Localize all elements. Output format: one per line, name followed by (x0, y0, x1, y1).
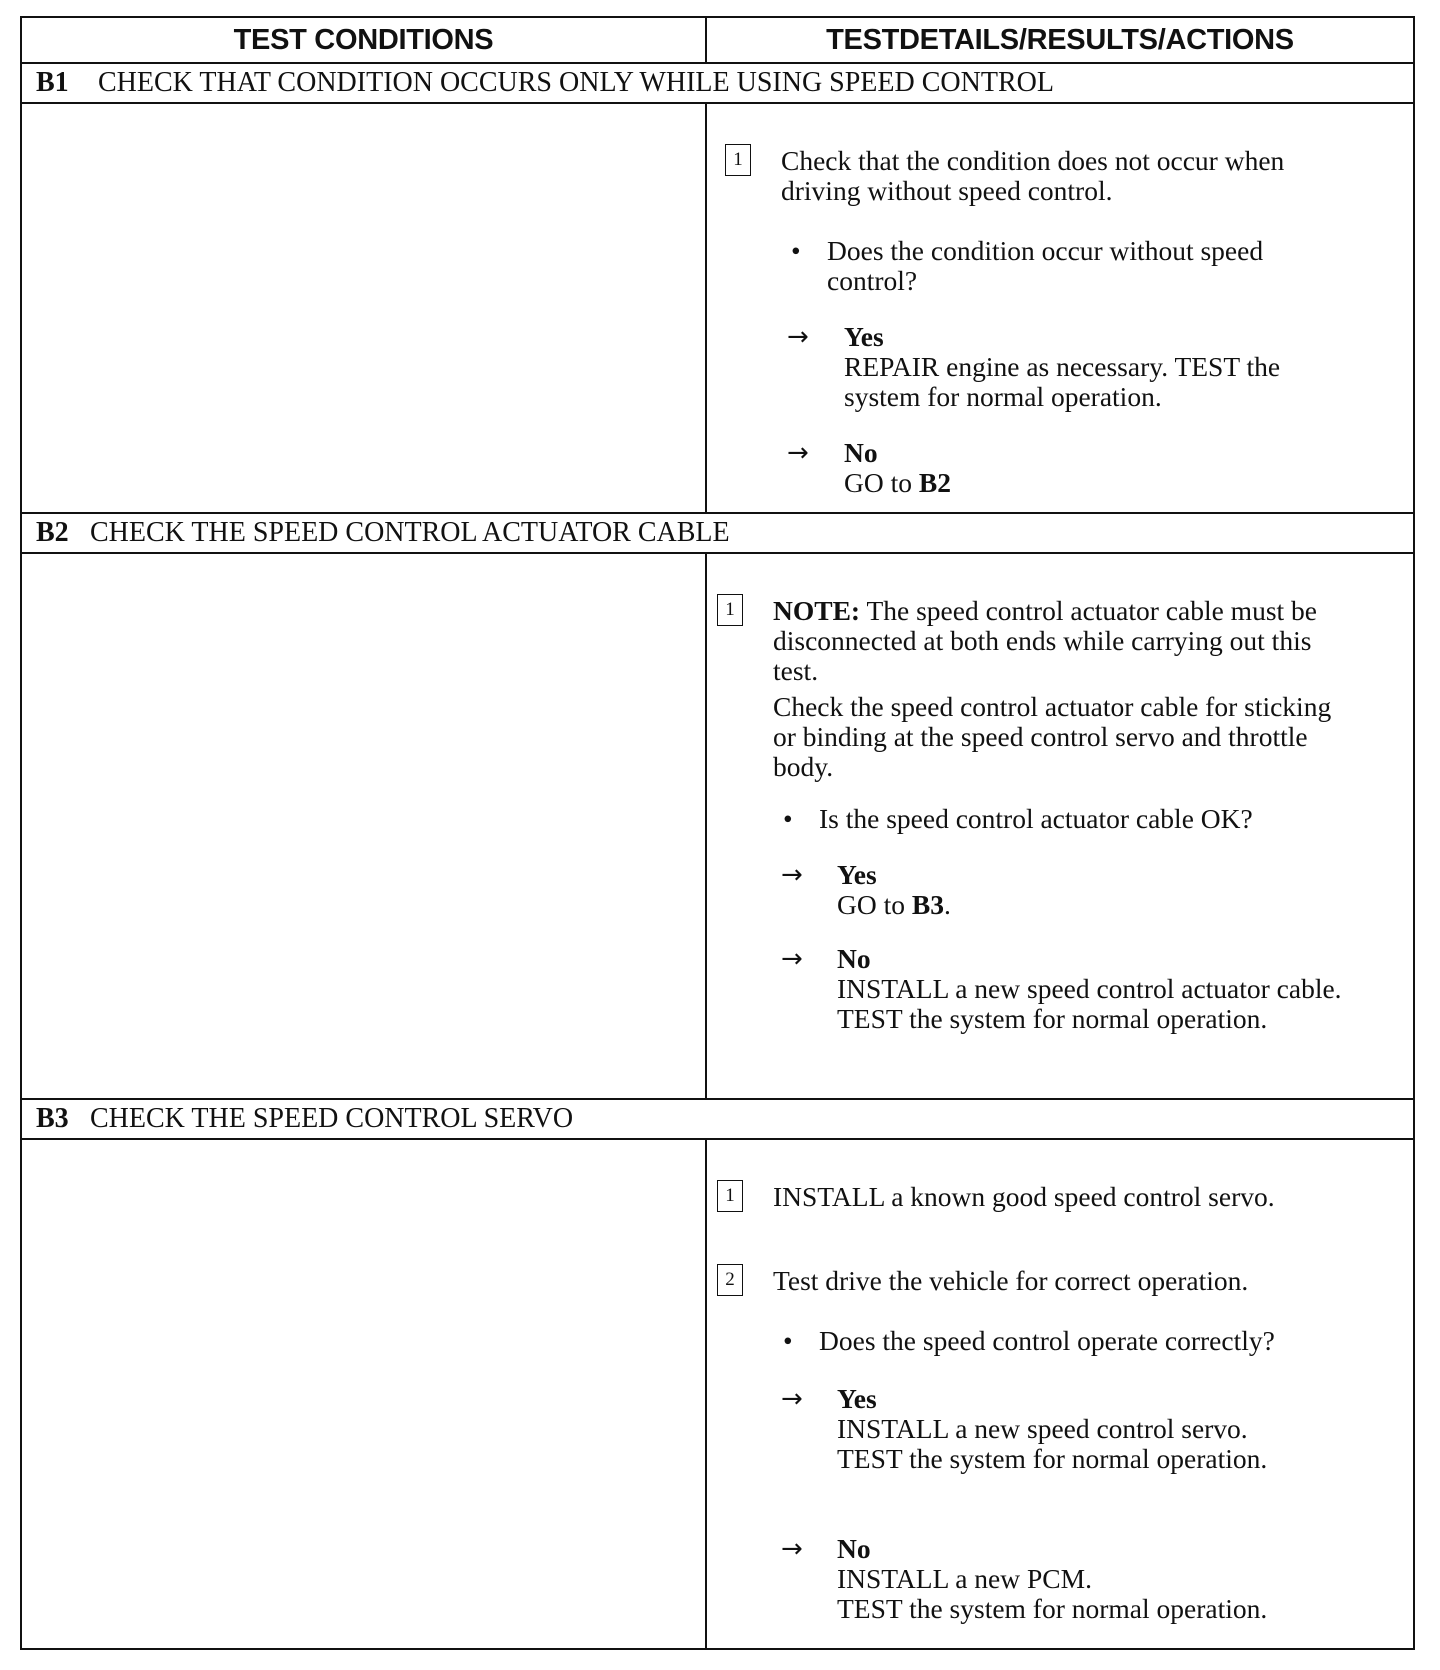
instruction-text: Check the speed control actuator cable for sticking or binding at the speed control servo and throttle body. (773, 691, 1332, 782)
question-text: Is the speed control actuator cable OK? (819, 803, 1253, 834)
instruction-text: Test drive the vehicle for correct operation. (773, 1265, 1249, 1296)
arrow-right-icon: → (781, 1534, 803, 1564)
test-conditions-cell (22, 554, 707, 1098)
bullet-icon: • (783, 803, 793, 834)
instruction-text: INSTALL a known good speed control servo. (773, 1181, 1275, 1212)
step-body-b2 (22, 554, 1413, 1100)
step-title-b3 (22, 1100, 1413, 1140)
test-conditions-cell (22, 104, 707, 512)
header-test-details: TESTDETAILS/RESULTS/ACTIONS (826, 23, 1294, 56)
test-details-cell (707, 554, 1413, 1098)
yes-result: Yes REPAIR engine as necessary. TEST the system for normal operation. (844, 321, 1281, 412)
arrow-right-icon: → (781, 1384, 803, 1414)
step-number-box: 1 (717, 1180, 743, 1212)
step-code: B3 (36, 1103, 69, 1134)
step-title-text: CHECK THE SPEED CONTROL ACTUATOR CABLE (90, 517, 730, 548)
step-body-b3 (22, 1140, 1413, 1648)
table-header-row (22, 18, 1413, 64)
diagnostic-table (20, 16, 1415, 1650)
question-text: Does the speed control operate correctly? (819, 1325, 1275, 1356)
step-body-b1 (22, 104, 1413, 514)
no-result: No INSTALL a new PCM. TEST the system for normal operation. (837, 1533, 1268, 1624)
no-result: No GO to B2 (844, 437, 951, 498)
arrow-right-icon: → (781, 944, 803, 974)
arrow-right-icon: → (787, 438, 809, 468)
step-number-box: 2 (717, 1264, 743, 1296)
bullet-icon: • (783, 1325, 793, 1356)
arrow-right-icon: → (781, 860, 803, 890)
step-title-text: CHECK THE SPEED CONTROL SERVO (90, 1103, 574, 1134)
step-code: B1 (36, 67, 69, 98)
yes-result: Yes INSTALL a new speed control servo. TEST the system for normal operation. (837, 1383, 1268, 1474)
instruction-text: Check that the condition does not occur when driving without speed control. (781, 145, 1285, 206)
step-title-b2 (22, 514, 1413, 554)
step-code: B2 (36, 517, 69, 548)
yes-result: Yes GO to B3. (837, 859, 951, 920)
arrow-right-icon: → (787, 322, 809, 352)
no-result: No INSTALL a new speed control actuator cable. TEST the system for normal operation. (837, 943, 1342, 1034)
step-title-b1 (22, 64, 1413, 104)
header-test-conditions: TEST CONDITIONS (22, 18, 707, 62)
step-number-box: 1 (717, 594, 743, 626)
bullet-icon: • (791, 235, 801, 266)
step-title-text: CHECK THAT CONDITION OCCURS ONLY WHILE USING SPEED CONTROL (98, 67, 1054, 98)
step-number-box: 1 (725, 144, 751, 176)
test-details-cell (707, 104, 1413, 512)
note-text: NOTE: The speed control actuator cable must be disconnected at both ends while carrying out this test. (773, 595, 1317, 686)
test-conditions-cell (22, 1140, 707, 1648)
test-details-cell (707, 1140, 1413, 1648)
question-text: Does the condition occur without speed control? (827, 235, 1264, 296)
